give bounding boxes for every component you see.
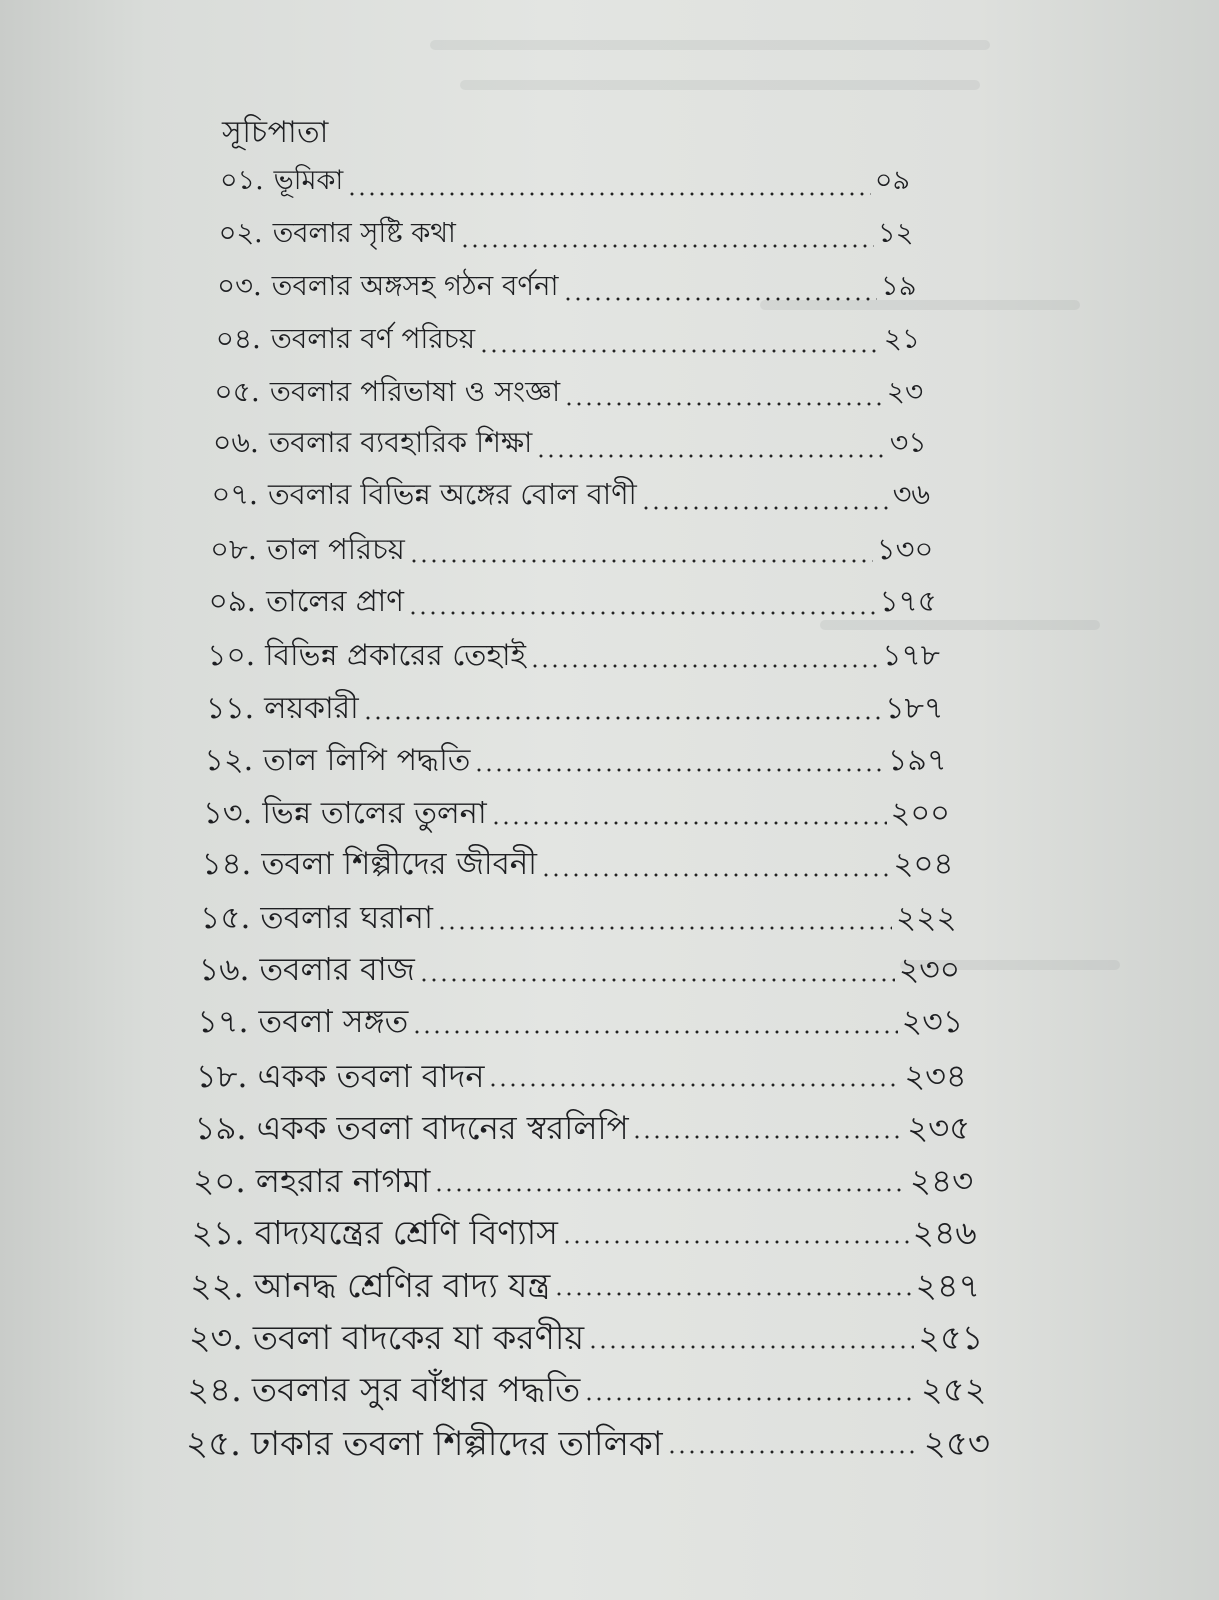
toc-entry-number: ২২.: [190, 1266, 244, 1306]
dot-leader: [434, 1188, 906, 1192]
dot-leader: [347, 192, 871, 196]
toc-entry-number: ০৪.: [215, 322, 261, 356]
toc-entry-number: ০৯.: [208, 584, 257, 619]
toc-entry-page-number: ২৫১: [918, 1317, 984, 1357]
dot-leader: [491, 821, 887, 825]
toc-entry: [212, 474, 931, 522]
toc-entry-page-number: ২৫২: [920, 1370, 987, 1410]
toc-entry-title: তবলার বাজ: [259, 952, 415, 988]
toc-entry-number: ২৩.: [188, 1317, 243, 1357]
toc-entry-title: তবলা সঙ্গত: [258, 1004, 409, 1041]
toc-entry-number: ০১.: [220, 165, 264, 196]
toc-entry-title: তবলা বাদকের যা করণীয়: [252, 1317, 585, 1357]
toc-entry-number: ১৩.: [203, 795, 253, 831]
toc-entry: [189, 1313, 984, 1361]
toc-entry-page-number: ২৩০: [898, 952, 960, 988]
toc-entry-page-number: ১৩০: [876, 531, 934, 566]
toc-entry-number: ১৪.: [201, 846, 252, 883]
toc-entry-page-number: ১৭৫: [879, 584, 937, 619]
dot-leader: [562, 1240, 909, 1244]
toc-entry-page-number: ২৪৩: [909, 1161, 974, 1200]
toc-entry-title: তালের প্রাণ: [266, 584, 404, 619]
dot-leader: [536, 454, 885, 458]
toc-entry-number: ১৭.: [197, 1004, 249, 1041]
toc-entry-title: তাল লিপি পদ্ধতি: [263, 743, 471, 779]
toc-entry: [195, 1103, 971, 1151]
toc-entry: [187, 1365, 986, 1413]
dot-leader: [641, 506, 889, 510]
toc-entry: [217, 265, 917, 313]
toc-entry: [213, 422, 927, 470]
toc-entry-number: ১৬.: [198, 952, 250, 988]
toc-entry-page-number: ২১: [883, 322, 920, 356]
toc-entry-page-number: ২০০: [890, 795, 950, 831]
toc-entry: [186, 1418, 990, 1466]
toc-entry: [209, 579, 937, 627]
dot-leader: [419, 978, 895, 982]
toc-entry-title: ভূমিকা: [273, 165, 344, 196]
toc-entry-title: একক তবলা বাদনের স্বরলিপি: [256, 1109, 629, 1148]
toc-entry: [196, 1051, 967, 1099]
toc-entry-number: ০২.: [218, 218, 263, 250]
dot-leader: [408, 611, 876, 615]
dot-leader: [667, 1450, 920, 1454]
toc-entry: [202, 841, 954, 889]
toc-entry-page-number: ১৯৭: [887, 743, 947, 779]
toc-entry-title: তবলার বিভিন্ন অঙ্গের বোল বাণী: [268, 477, 637, 512]
toc-entry-title: আনদ্ধ শ্রেণির বাদ্য যন্ত্র: [253, 1266, 551, 1306]
toc-entry-page-number: ১২: [877, 218, 914, 250]
toc-entry: [207, 632, 940, 680]
toc-entry-title: লয়কারী: [264, 691, 359, 726]
toc-entry-page-number: ৩৬: [892, 477, 930, 512]
toc-entry-page-number: ১৭৮: [882, 637, 940, 672]
toc-entry-title: বাদ্যযন্ত্রের শ্রেণি বিণ্যাস: [254, 1214, 558, 1252]
toc-entry-number: ১১.: [205, 691, 255, 726]
dot-leader: [588, 1345, 914, 1349]
toc-entry-title: তবলার ব্যবহারিক শিক্ষা: [268, 426, 533, 459]
toc-entry-number: ১২.: [204, 743, 254, 779]
toc-entry-title: একক তবলা বাদন: [257, 1056, 485, 1095]
toc-entry-title: তবলার সুর বাঁধার পদ্ধতি: [251, 1370, 581, 1410]
toc-entry: [204, 736, 946, 784]
dot-leader: [437, 926, 892, 930]
toc-entry-page-number: ২৩১: [901, 1004, 964, 1041]
toc-entry-number: ২৫.: [186, 1423, 241, 1464]
dot-leader: [541, 873, 889, 877]
toc-entry: [220, 160, 910, 208]
toc-entry-number: ১৫.: [200, 899, 251, 936]
dot-leader: [460, 244, 874, 248]
toc-entry-number: ০৬.: [212, 426, 259, 459]
toc-entry: [210, 527, 933, 575]
dot-leader: [363, 716, 881, 720]
toc-entry-number: ১৮.: [195, 1056, 248, 1095]
toc-heading: সূচিপাতা: [222, 115, 329, 150]
toc-entry: [200, 894, 957, 942]
toc-entry-number: ০৫.: [214, 374, 260, 408]
toc-entry: [203, 789, 950, 837]
dot-leader: [584, 1397, 917, 1401]
toc-entry-page-number: ২৩৫: [907, 1109, 970, 1148]
dot-leader: [632, 1135, 903, 1139]
toc-entry-page-number: ২২২: [896, 899, 957, 936]
toc-entry-number: ০৭.: [211, 477, 259, 512]
toc-entry-title: তবলা শিল্পীদের জীবনী: [261, 846, 537, 883]
toc-entry-title: তবলার পরিভাষা ও সংজ্ঞা: [269, 374, 561, 408]
dot-leader: [554, 1292, 911, 1296]
toc-entry-page-number: ০৯: [874, 165, 910, 196]
toc-entry-number: ১০.: [207, 637, 256, 672]
toc-entry-title: বিভিন্ন প্রকারের তেহাই: [265, 637, 526, 672]
toc-entry-title: তাল পরিচয়: [267, 531, 405, 566]
toc-entry: [190, 1260, 980, 1308]
toc-entry: [214, 370, 923, 418]
toc-entry: [219, 212, 914, 260]
toc-entry-number: ১৯.: [194, 1109, 247, 1148]
toc-entry-page-number: ২৫৩: [923, 1423, 990, 1464]
toc-entry-page-number: ২০৪: [893, 846, 954, 883]
toc-entry-title: তবলার সৃষ্টি কথা: [272, 218, 456, 250]
toc-entry: [206, 684, 944, 732]
dot-leader: [564, 402, 883, 406]
toc-entry: [192, 1208, 977, 1256]
dot-leader: [409, 559, 873, 563]
dot-leader: [479, 349, 880, 353]
toc-entry-title: তবলার অঙ্গসহ গঠন বর্ণনা: [271, 268, 559, 302]
toc-entry-page-number: ৩১: [889, 426, 927, 459]
toc-entry-page-number: ১৯: [880, 268, 917, 302]
toc-entry-page-number: ২৪৬: [912, 1214, 977, 1252]
toc-entry-page-number: ২৩৪: [904, 1056, 967, 1095]
toc-entry-title: ভিন্ন তালের তুলনা: [262, 795, 487, 831]
dot-leader: [412, 1030, 897, 1034]
toc-entry-page-number: ২৩: [886, 374, 924, 408]
toc-entry-page-number: ১৮৭: [885, 691, 944, 726]
toc-entry-title: লহরার নাগমা: [255, 1161, 431, 1200]
toc-entry-number: ০৩.: [217, 268, 262, 302]
dot-leader: [488, 1083, 900, 1087]
dot-leader: [474, 768, 883, 772]
toc-entry: [199, 946, 960, 994]
toc-entry: [193, 1156, 973, 1204]
toc-entry-number: ২০.: [193, 1161, 246, 1200]
toc-entry-number: ০৮.: [210, 531, 258, 566]
dot-leader: [530, 664, 878, 668]
toc-entry: [216, 317, 920, 365]
toc-entry-title: তবলার বর্ণ পরিচয়: [270, 322, 476, 356]
toc-entry-number: ২১.: [191, 1214, 245, 1252]
toc-entry-title: ঢাকার তবলা শিল্পীদের তালিকা: [250, 1423, 663, 1464]
toc-entry: [197, 998, 963, 1046]
toc-entry-page-number: ২৪৭: [915, 1266, 980, 1306]
dot-leader: [563, 297, 877, 301]
toc-entry-number: ২৪.: [187, 1370, 242, 1410]
toc-entry-title: তবলার ঘরানা: [260, 899, 433, 936]
